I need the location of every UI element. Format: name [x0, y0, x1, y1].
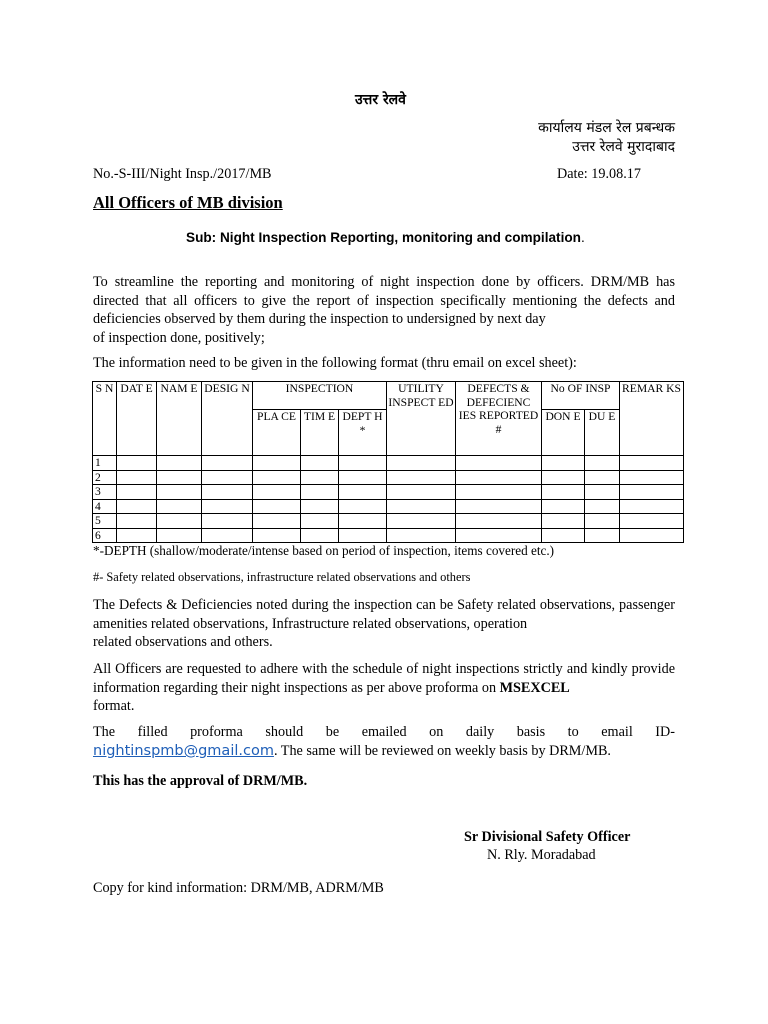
hash-note: #- Safety related observations, infrastructure related observations and others	[93, 570, 471, 584]
empty-cell	[339, 485, 387, 500]
empty-cell	[339, 514, 387, 529]
email-link[interactable]: nightinspmb@gmail.com	[93, 743, 274, 759]
table-row	[93, 456, 684, 471]
paragraph-schedule-body: All Officers are requested to adhere with the schedule of night inspections strictly and kindly provide information regarding their night inspections as per above proforma on	[93, 661, 675, 696]
empty-cell	[456, 485, 542, 500]
header-depth: DEPT H *	[339, 410, 387, 456]
header-place: PLA CE	[253, 410, 301, 456]
empty-cell	[387, 485, 456, 500]
empty-cell	[542, 485, 585, 500]
table-row	[93, 528, 684, 543]
header-remarks: REMAR KS	[620, 382, 684, 456]
letter-number: No.-S-III/Night Insp./2017/MB	[93, 166, 272, 182]
empty-cell	[301, 528, 339, 543]
addressee: All Officers of MB division	[93, 193, 283, 212]
office-hindi-line2: उत्तर रेलवे मुरादाबाद	[572, 139, 675, 155]
paragraph-schedule-last: format.	[93, 698, 135, 714]
header-date: DAT E	[117, 382, 157, 456]
empty-cell	[253, 528, 301, 543]
empty-cell	[585, 499, 620, 514]
paragraph-defects-last: related observations and others.	[93, 634, 273, 650]
inspection-format-table	[92, 381, 684, 543]
header-sn: S N	[93, 382, 117, 456]
empty-cell	[456, 470, 542, 485]
empty-cell	[456, 499, 542, 514]
empty-cell	[157, 485, 202, 500]
empty-cell	[585, 470, 620, 485]
paragraph-defects	[93, 596, 675, 652]
empty-cell	[253, 499, 301, 514]
empty-cell	[620, 528, 684, 543]
header-inspection: INSPECTION	[253, 382, 387, 410]
empty-cell	[387, 456, 456, 471]
letter-date: Date: 19.08.17	[557, 166, 641, 182]
empty-cell	[202, 499, 253, 514]
paragraph-email-line1: The filled proforma should be emailed on daily basis to email ID-	[93, 724, 675, 740]
empty-cell	[542, 470, 585, 485]
paragraph-intro	[93, 273, 675, 347]
row-number: 4	[93, 499, 117, 514]
table-row	[93, 499, 684, 514]
empty-cell	[253, 514, 301, 529]
table-row	[93, 485, 684, 500]
empty-cell	[117, 470, 157, 485]
row-number: 1	[93, 456, 117, 471]
row-number: 3	[93, 485, 117, 500]
empty-cell	[387, 528, 456, 543]
msexcel-text: MSEXCEL	[499, 679, 570, 696]
empty-cell	[117, 514, 157, 529]
empty-cell	[620, 514, 684, 529]
empty-cell	[301, 470, 339, 485]
empty-cell	[620, 485, 684, 500]
empty-cell	[339, 470, 387, 485]
empty-cell	[301, 456, 339, 471]
empty-cell	[117, 485, 157, 500]
empty-cell	[202, 485, 253, 500]
empty-cell	[202, 456, 253, 471]
row-number: 2	[93, 470, 117, 485]
empty-cell	[542, 499, 585, 514]
empty-cell	[157, 456, 202, 471]
empty-cell	[117, 528, 157, 543]
empty-cell	[542, 456, 585, 471]
paragraph-intro-last: of inspection done, positively;	[93, 329, 265, 346]
header-defects: DEFECTS & DEFECIENC IES REPORTED #	[456, 382, 542, 456]
row-number: 6	[93, 528, 117, 543]
signatory-title: Sr Divisional Safety Officer	[464, 829, 631, 845]
empty-cell	[387, 499, 456, 514]
header-name: NAM E	[157, 382, 202, 456]
empty-cell	[585, 485, 620, 500]
empty-cell	[542, 528, 585, 543]
empty-cell	[253, 470, 301, 485]
header-utility: UTILITY INSPECT ED	[387, 382, 456, 456]
empty-cell	[542, 514, 585, 529]
office-hindi-line1: कार्यालय मंडल रेल प्रबन्धक	[538, 120, 675, 136]
paragraph-defects-body: The Defects & Deficiencies noted during the inspection can be Safety related observations, passenger amenities related observations, Infrastructure related observations, operation	[93, 597, 675, 632]
empty-cell	[117, 499, 157, 514]
approval-line: This has the approval of DRM/MB.	[93, 773, 308, 789]
empty-cell	[585, 456, 620, 471]
empty-cell	[456, 528, 542, 543]
paragraph-schedule	[93, 660, 675, 716]
empty-cell	[585, 514, 620, 529]
empty-cell	[301, 514, 339, 529]
depth-note: *-DEPTH (shallow/moderate/intense based on period of inspection, items covered etc.)	[93, 543, 555, 558]
header-designation: DESIG N	[202, 382, 253, 456]
empty-cell	[620, 499, 684, 514]
organization-hindi: उत्तर रेलवे	[355, 92, 406, 108]
empty-cell	[301, 485, 339, 500]
subject	[186, 230, 585, 245]
table-row	[93, 470, 684, 485]
copy-to: Copy for kind information: DRM/MB, ADRM/MB	[93, 880, 384, 896]
header-no-of-insp: No OF INSP	[542, 382, 620, 410]
table-row	[93, 514, 684, 529]
empty-cell	[339, 456, 387, 471]
subject-text: Sub: Night Inspection Reporting, monitoring and compilation	[186, 230, 581, 245]
paragraph-email-after: . The same will be reviewed on weekly basis by DRM/MB.	[273, 743, 611, 759]
empty-cell	[456, 456, 542, 471]
subject-end: .	[580, 230, 585, 245]
empty-cell	[253, 456, 301, 471]
signatory-place: N. Rly. Moradabad	[487, 847, 596, 863]
header-due: DU E	[585, 410, 620, 456]
header-time: TIM E	[301, 410, 339, 456]
empty-cell	[157, 514, 202, 529]
empty-cell	[387, 514, 456, 529]
empty-cell	[202, 514, 253, 529]
empty-cell	[339, 499, 387, 514]
empty-cell	[117, 456, 157, 471]
format-instruction: The information need to be given in the following format (thru email on excel sheet):	[93, 355, 577, 371]
empty-cell	[387, 470, 456, 485]
empty-cell	[157, 470, 202, 485]
header-done: DON E	[542, 410, 585, 456]
paragraph-email-line2	[93, 743, 611, 760]
empty-cell	[620, 456, 684, 471]
empty-cell	[253, 485, 301, 500]
empty-cell	[301, 499, 339, 514]
empty-cell	[620, 470, 684, 485]
empty-cell	[202, 470, 253, 485]
empty-cell	[202, 528, 253, 543]
empty-cell	[585, 528, 620, 543]
paragraph-intro-body: To streamline the reporting and monitoring of night inspection done by officers. DRM/MB has directed that all officers to give the report of inspection specifically mentioning the defects and deficiencies observed by them during the inspection to undersigned by next day	[93, 274, 675, 327]
row-number: 5	[93, 514, 117, 529]
empty-cell	[157, 499, 202, 514]
empty-cell	[339, 528, 387, 543]
empty-cell	[157, 528, 202, 543]
empty-cell	[456, 514, 542, 529]
